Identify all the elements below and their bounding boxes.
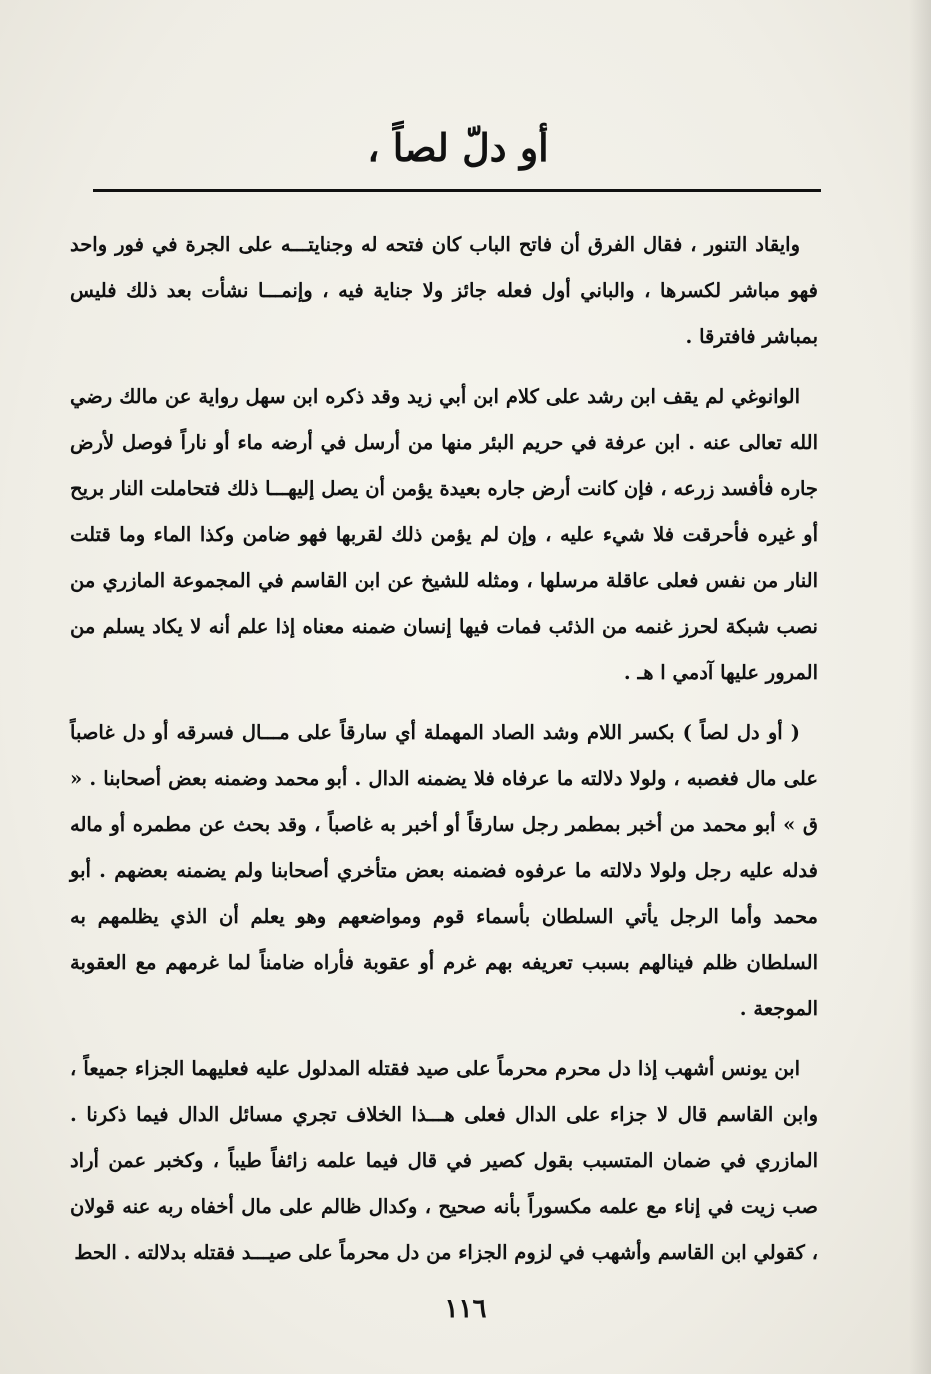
- paragraph-1: وايقاد التنور ، فقال الفرق أن فاتح الباب كان فتحه له وجنايتـــه على الجرة في فور واحد فهو مباشر لكسرها ، والباني أول فعله جائز ولا جناية فيه ، وإنمـــا نشأت بعد ذلك فليس بمباشر فافترقا .: [70, 233, 818, 348]
- page-number: ١١٦: [444, 1294, 487, 1324]
- page-body: [70, 222, 818, 1276]
- paragraph-3: ( أو دل لصاً ) بكسر اللام وشد الصاد المهملة أي سارقاً على مـــال فسرقه أو دل غاصباً على مال فغصبه ، ولولا دلالته ما عرفاه فلا يضمنه الدال . أبو محمد وضمنه بعض أصحابنا . « ق » أبو محمد من أخبر بمطمر رجل سارقاً أو أخبر به غاصباً ، وقد بحث عن مطمره أو ماله فدله عليه رجل ولولا دلالته ما عرفوه فضمنه بعض متأخري أصحابنا ولم يضمنه بعضهم . أبو محمد وأما الرجل يأتي السلطان بأسماء قوم ومواضعهم وهو يعلم أن الذي يظلمهم به السلطان ظلم فينالهم بسبب تعريفه بهم غرم أو عقوبة فأراه ضامناً لما غرمهم مع العقوبة الموجعة .: [70, 721, 818, 1020]
- paragraph-2: الوانوغي لم يقف ابن رشد على كلام ابن أبي زيد وقد ذكره ابن سهل رواية عن مالك رضي الله تعالى عنه . ابن عرفة في حريم البئر منها من أرسل في أرضه ماء أو ناراً فوصل لأرض جاره فأفسد زرعه ، فإن كانت أرض جاره بعيدة يؤمن أن يصل إليهـــا ذلك فتحاملت النار بريح أو غيره فأحرقت فلا شيء عليه ، وإن لم يؤمن ذلك لقربها فهو ضامن وكذا الماء وما قتلت النار من نفس فعلى عاقلة مرسلها ، ومثله للشيخ عن ابن القاسم في المجموعة المازري من نصب شبكة لحرز غنمه من الذئب فمات فيها إنسان ضمنه معناه إذا علم أنه لا يكاد يسلم من المرور عليها آدمي ا هـ .: [70, 385, 818, 684]
- page-edge-shadow: [909, 0, 931, 1374]
- running-header: [96, 118, 820, 178]
- paragraph-4: ابن يونس أشهب إذا دل محرم محرماً على صيد فقتله المدلول عليه فعليهما الجزاء جميعاً ، وابن القاسم قال لا جزاء على الدال فعلى هـــذا الخلاف تجري مسائل الدال فيما ذكرنا . المازري في ضمان المتسبب بقول كصير في قال فيما علمه زائفاً طيباً ، وكخبر عمن أراد صب زيت في إناء مع علمه مكسوراً بأنه صحيح ، وكدال ظالم على مال أخفاه ربه عنه قولان ، كقولي ابن القاسم وأشهب في لزوم الجزاء من دل محرماً على صيـــد فقتله بدلالته . الحط: [70, 1057, 818, 1264]
- running-header-title: أو دلّ لصاً ،: [367, 125, 549, 170]
- header-rule: [93, 189, 821, 192]
